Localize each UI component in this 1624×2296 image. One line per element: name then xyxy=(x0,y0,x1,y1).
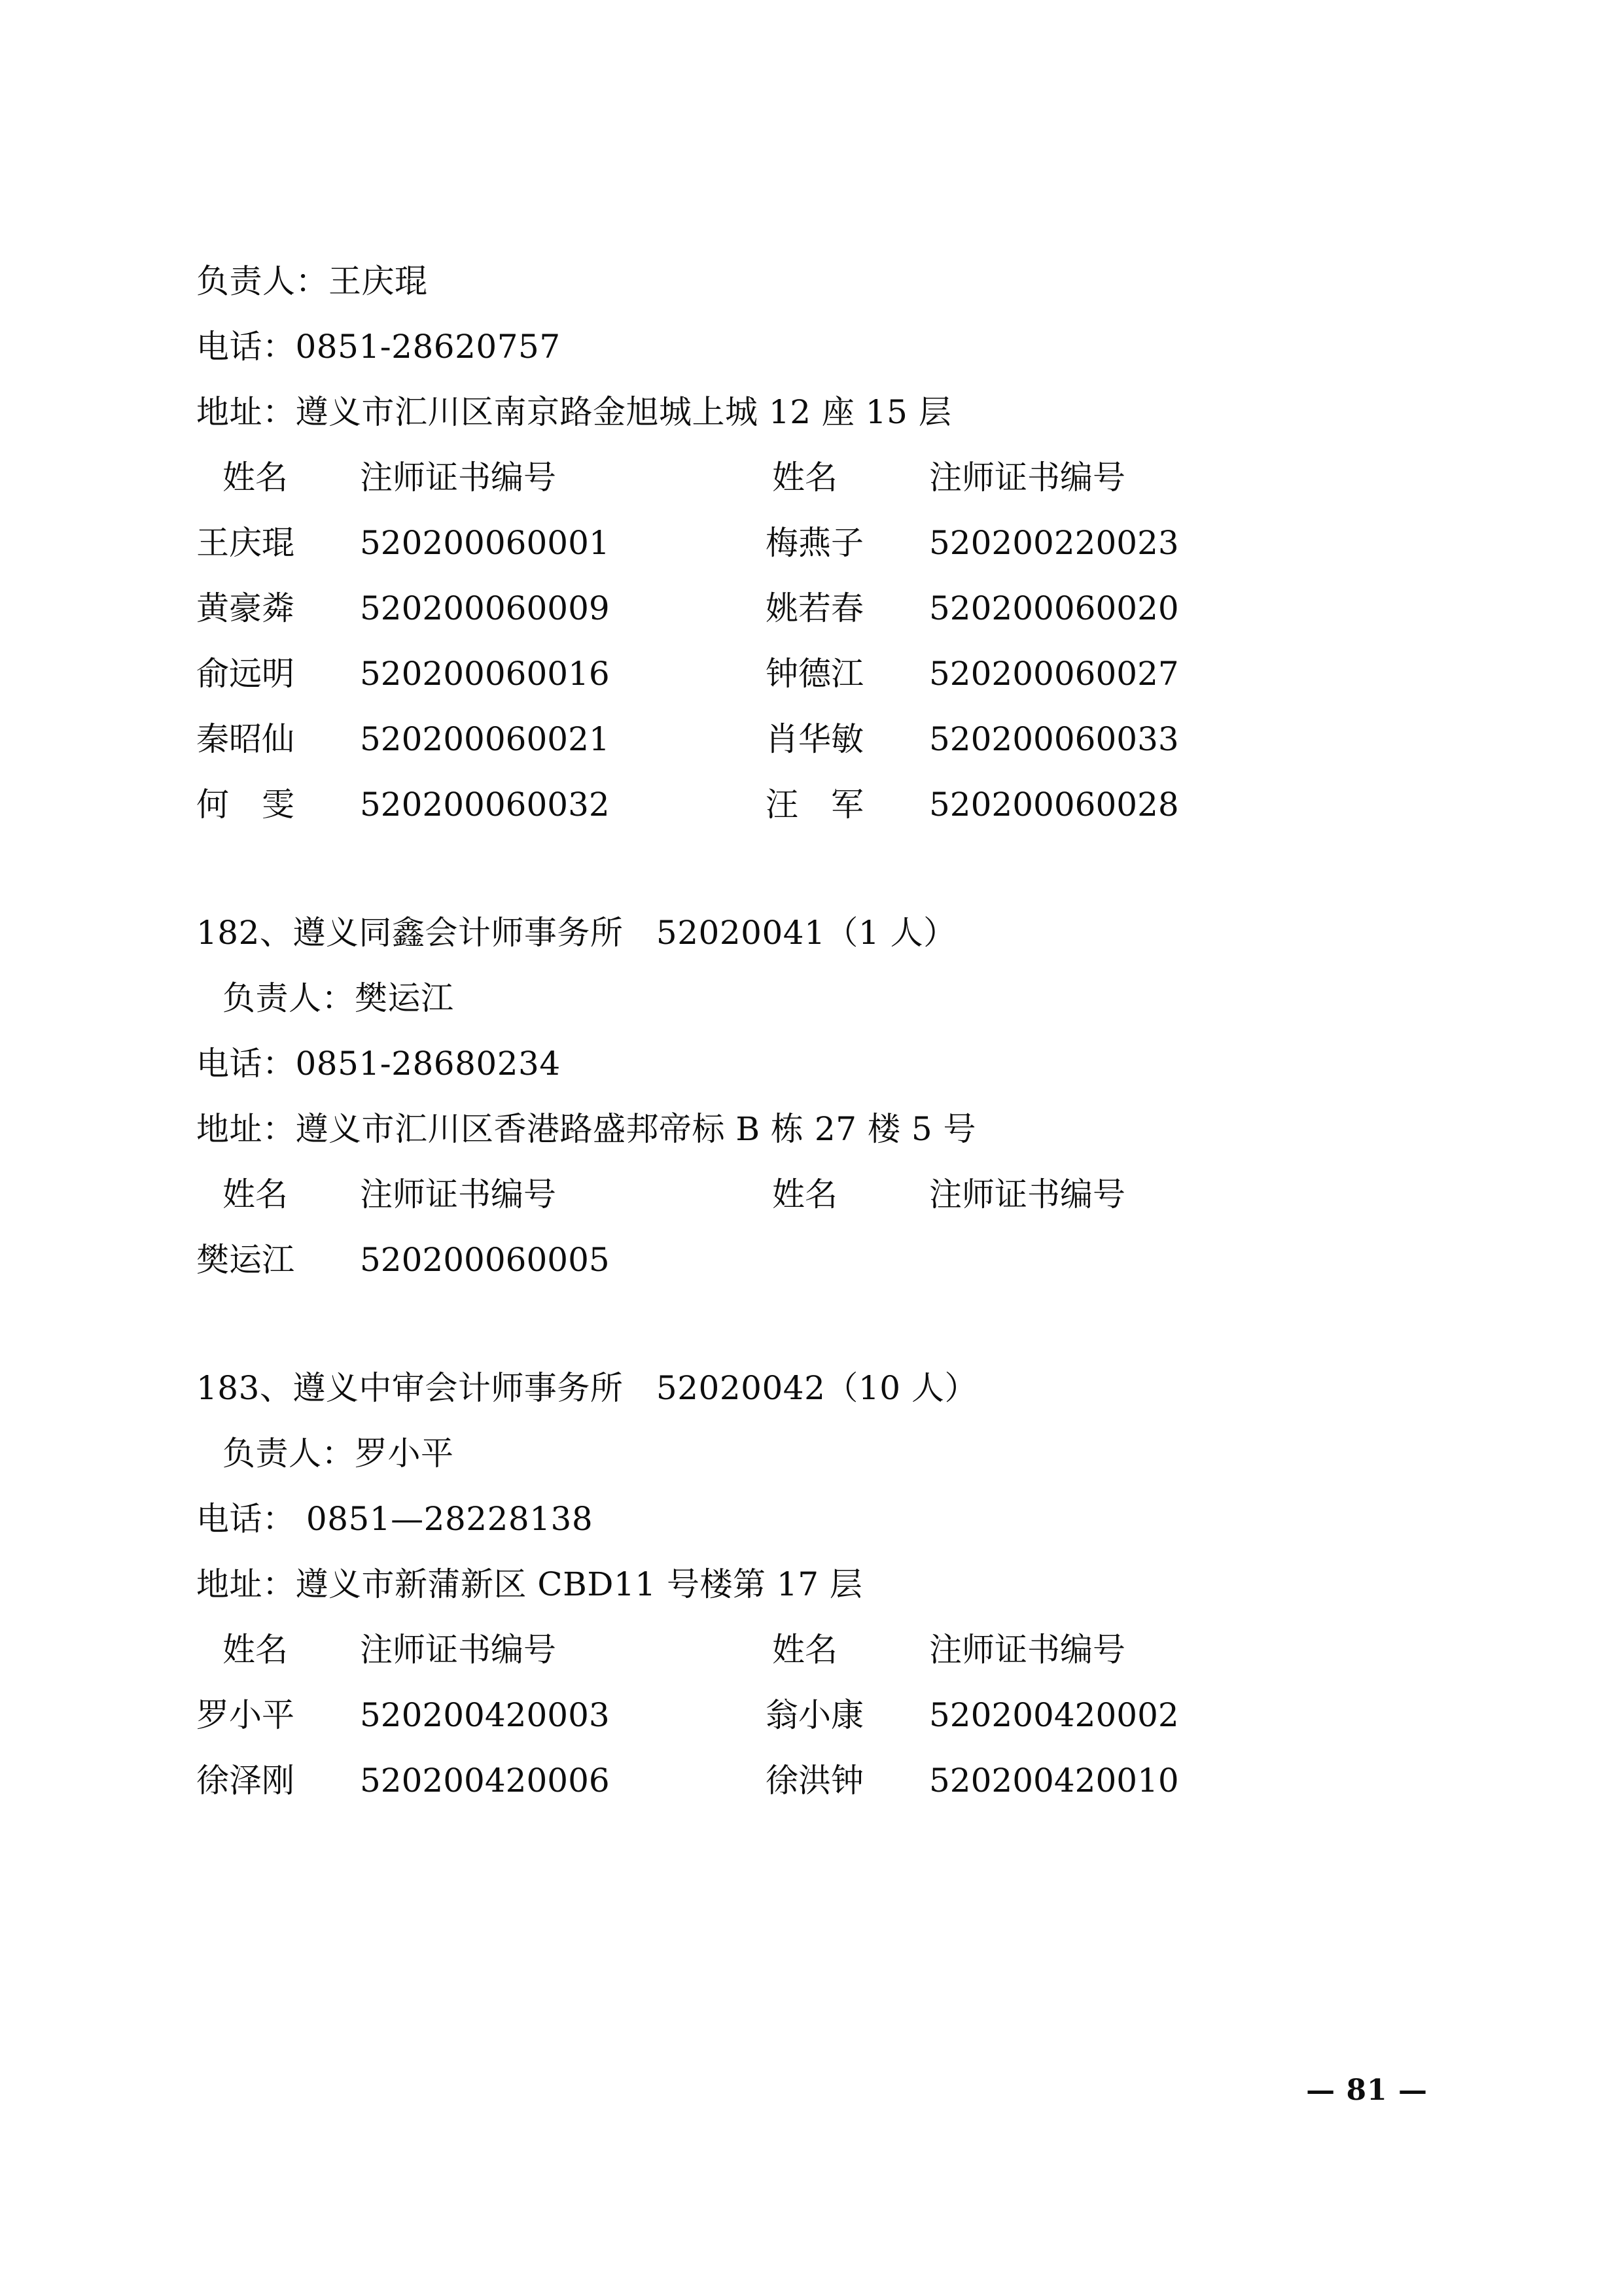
table-row xyxy=(196,510,1439,576)
address-label: 地址： xyxy=(196,393,296,431)
cell-name-left: 樊运江 xyxy=(196,1241,294,1279)
contact-line xyxy=(196,1421,1439,1486)
cell-cert-right: 520200420002 xyxy=(929,1696,1179,1734)
cell-name-left: 秦昭仙 xyxy=(196,720,294,758)
address-line xyxy=(196,379,1439,445)
cell-name-left: 黄豪粦 xyxy=(196,589,294,627)
contact-line xyxy=(196,249,1439,314)
header-name-1: 姓名 xyxy=(222,459,288,496)
contact-name: 罗小平 xyxy=(355,1435,454,1472)
contact-name: 樊运江 xyxy=(355,979,454,1017)
cell-name-right: 汪 军 xyxy=(766,786,864,824)
cell-name-left: 俞远明 xyxy=(196,655,294,693)
address-label: 地址： xyxy=(196,1565,296,1603)
cell-name-left: 徐泽刚 xyxy=(196,1762,294,1800)
table-header-row xyxy=(196,1162,1439,1227)
cell-name-right: 梅燕子 xyxy=(766,524,864,562)
table-header-row xyxy=(196,445,1439,510)
cell-name-right: 肖华敏 xyxy=(766,720,864,758)
cell-cert-left: 520200060009 xyxy=(360,589,610,627)
header-cert-2: 注师证书编号 xyxy=(929,1175,1125,1213)
header-cert-2: 注师证书编号 xyxy=(929,459,1125,496)
table-row xyxy=(196,1682,1439,1748)
header-cert-1: 注师证书编号 xyxy=(360,1631,556,1669)
cell-cert-left: 520200060016 xyxy=(360,655,610,693)
cell-name-left: 何 雯 xyxy=(196,786,294,824)
phone-value: 0851-28620757 xyxy=(295,328,561,366)
cell-name-left: 王庆琨 xyxy=(196,524,294,562)
phone-label: 电话： xyxy=(196,1500,296,1538)
firm-heading: 182、遵义同鑫会计师事务所 52020041（1 人） xyxy=(196,914,957,952)
contact-label: 负责人： xyxy=(222,979,355,1017)
table-row xyxy=(196,1748,1439,1813)
phone-line xyxy=(196,314,1439,379)
cell-name-right: 姚若春 xyxy=(766,589,864,627)
cell-cert-left: 520200060005 xyxy=(360,1241,610,1279)
phone-label: 电话： xyxy=(196,1045,296,1083)
firm-heading: 183、遵义中审会计师事务所 52020042（10 人） xyxy=(196,1369,978,1407)
header-name-2: 姓名 xyxy=(772,1175,838,1213)
cell-name-right: 徐洪钟 xyxy=(766,1762,864,1800)
section-spacer xyxy=(196,837,1439,900)
cell-cert-right: 520200060020 xyxy=(929,589,1179,627)
phone-line xyxy=(196,1031,1439,1096)
cell-cert-right: 520200220023 xyxy=(929,524,1179,562)
firm-block-183 xyxy=(196,1355,1439,1813)
address-line xyxy=(196,1552,1439,1617)
cell-cert-left: 520200420003 xyxy=(360,1696,610,1734)
cell-cert-right: 520200060027 xyxy=(929,655,1179,693)
page-content xyxy=(196,249,1439,1813)
cell-name-right: 翁小康 xyxy=(766,1696,864,1734)
contact-name: 王庆琨 xyxy=(328,262,428,300)
cell-cert-left: 520200060001 xyxy=(360,524,610,562)
header-name-1: 姓名 xyxy=(222,1175,288,1213)
phone-label: 电话： xyxy=(196,328,296,366)
cell-cert-left: 520200060032 xyxy=(360,786,610,824)
cell-name-right xyxy=(766,1227,929,1293)
header-name-1: 姓名 xyxy=(222,1631,288,1669)
cell-cert-left: 520200420006 xyxy=(360,1762,610,1800)
header-name-2: 姓名 xyxy=(772,459,838,496)
firm-block-181 xyxy=(196,249,1439,837)
address-line xyxy=(196,1096,1439,1162)
header-cert-1: 注师证书编号 xyxy=(360,1175,556,1213)
address-value: 遵义市汇川区南京路金旭城上城 12 座 15 层 xyxy=(295,393,952,431)
cell-cert-left: 520200060021 xyxy=(360,720,610,758)
address-value: 遵义市新蒲新区 CBD11 号楼第 17 层 xyxy=(295,1565,863,1603)
table-row xyxy=(196,576,1439,641)
contact-line xyxy=(196,965,1439,1031)
table-row xyxy=(196,641,1439,706)
cell-name-right: 钟德江 xyxy=(766,655,864,693)
contact-label: 负责人： xyxy=(222,1435,355,1472)
section-spacer xyxy=(196,1293,1439,1355)
table-row xyxy=(196,772,1439,837)
header-cert-2: 注师证书编号 xyxy=(929,1631,1125,1669)
firm-block-182 xyxy=(196,900,1439,1293)
cell-name-left: 罗小平 xyxy=(196,1696,294,1734)
address-label: 地址： xyxy=(196,1110,296,1148)
table-row xyxy=(196,1227,1439,1293)
phone-value: 0851-28680234 xyxy=(295,1045,561,1083)
cell-cert-right: 520200420010 xyxy=(929,1762,1179,1800)
cell-cert-right: 520200060033 xyxy=(929,720,1179,758)
header-name-2: 姓名 xyxy=(772,1631,838,1669)
cell-cert-right: 520200060028 xyxy=(929,786,1179,824)
page-number: — 81 — xyxy=(1306,2074,1428,2107)
table-header-row xyxy=(196,1617,1439,1682)
phone-line xyxy=(196,1486,1439,1552)
address-value: 遵义市汇川区香港路盛邦帝标 B 栋 27 楼 5 号 xyxy=(295,1110,977,1148)
table-row xyxy=(196,706,1439,772)
phone-value: 0851—28228138 xyxy=(295,1500,593,1538)
header-cert-1: 注师证书编号 xyxy=(360,459,556,496)
contact-label: 负责人： xyxy=(196,262,328,300)
